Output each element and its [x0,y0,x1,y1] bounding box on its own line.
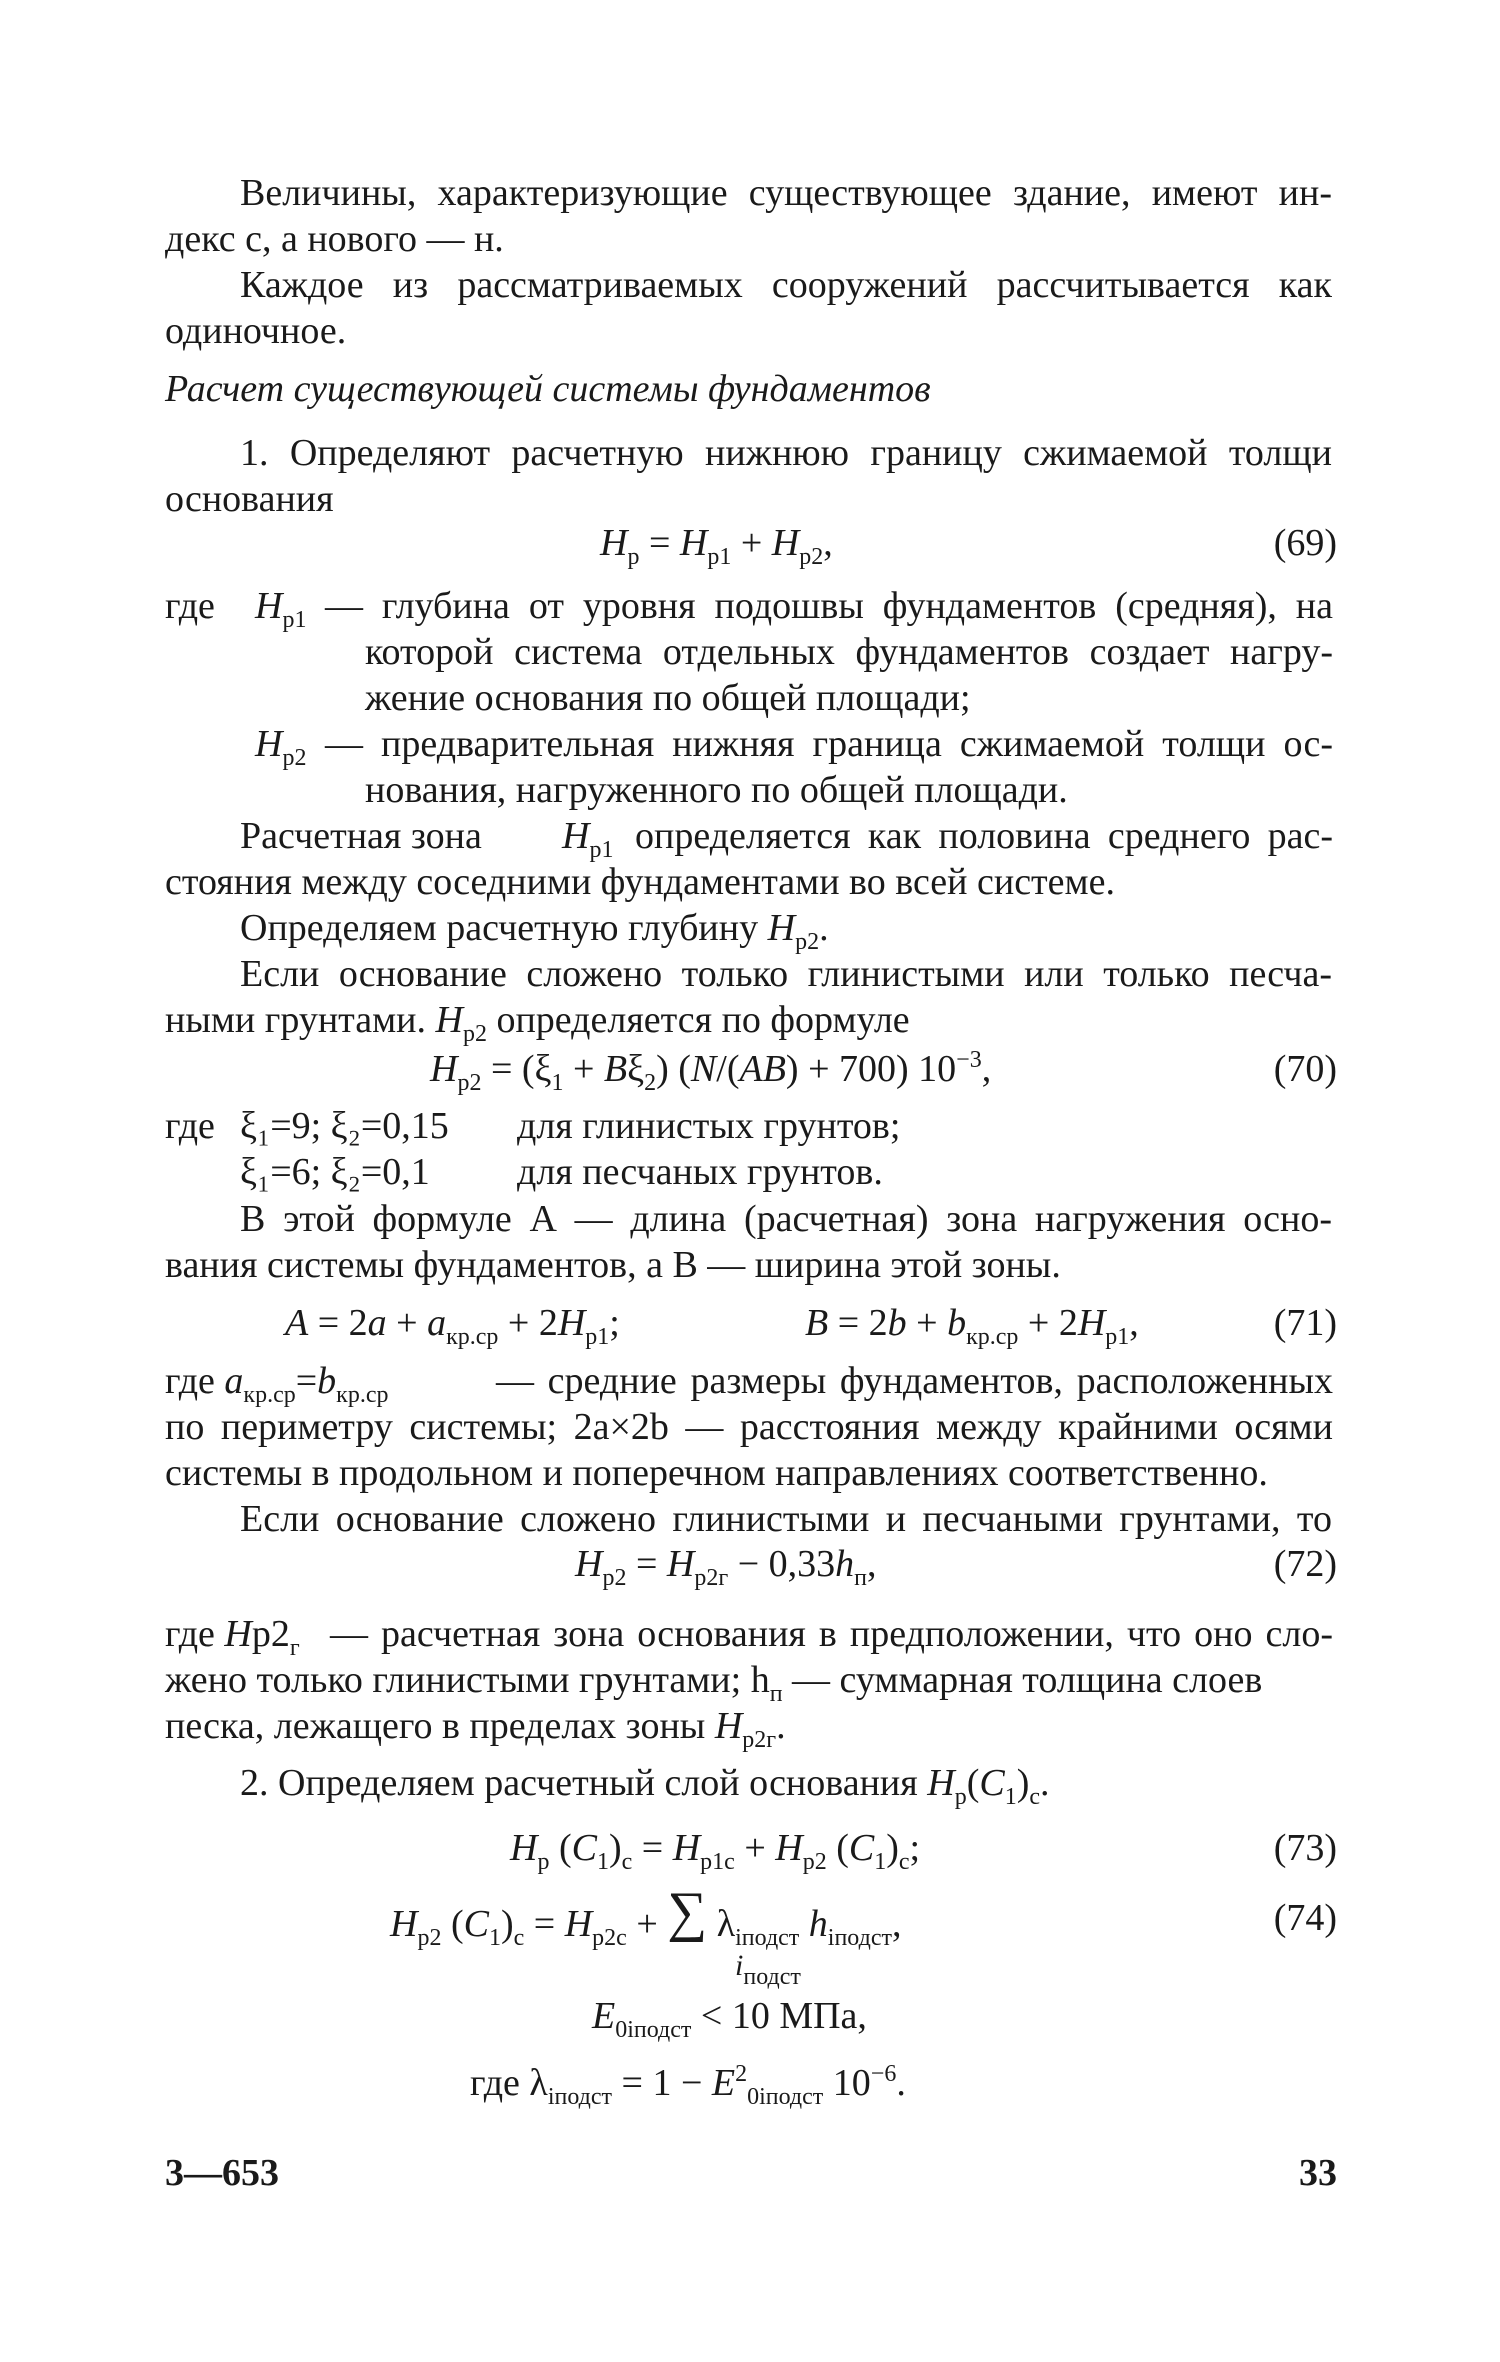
where-word-70: где [165,1105,215,1147]
after71-line-4: Если основание сложено глинистыми и песчаными грунтами, то [240,1498,1332,1540]
equation-number-74: (74) [1273,1897,1337,1939]
formula-72: $H_{p2} = H_{p2г} - 0,33h_п$, [575,1543,877,1591]
where-word: где [165,585,215,627]
where-hp2-line-1: — предварительная нижняя граница сжимаемой толщи ос- [325,723,1333,765]
after72-where: где $Hp2_г$ [165,1613,300,1661]
intro-line-2: декс с, а нового — н. [165,218,504,260]
step1-line-1: 1. Определяют расчетную нижнюю границу сжимаемой толщи [240,432,1332,474]
formula-71-b: $B = 2b + b_{кр.ср} + 2H_{p1}$, [805,1302,1139,1350]
formula-limit: $E_{0iподст} < 10$ МПа, [592,1995,867,2043]
after72-line-3: песка, лежащего в пределах зоны $H_{p2г}$. [165,1705,786,1753]
where-hp1-line-2: которой система отдельных фундаментов создает нагру- [365,631,1333,673]
xi-clay-values: ξ₁=9; ξ₂=0,15 [240,1105,449,1147]
symbol-hp1: $H_{p1}$ [255,585,307,633]
where-hp2-line-2: нования, нагруженного по общей площади. [365,769,1068,811]
zone-line-1a: Расчетная зона [240,815,482,857]
formula-74-sum-index: $i_{подст}$ [735,1949,801,1990]
after71-line-1: — средние размеры фундаментов, расположенных [496,1360,1333,1402]
equation-number-72: (72) [1273,1543,1337,1585]
formula-69: $H_p = H_{p1} + H_{p2}$, [600,522,833,570]
zone-symbol-hp1: $H_{p1}$ [562,815,614,863]
step1-line-2: основания [165,478,334,520]
formula-70: $H_{p2} = (\xi_1 + B\xi_2) (N/(AB) + 700)$ $10^{-3}$, [430,1047,992,1096]
clay-sand-line-1: Если основание сложено только глинистыми или только песча- [240,953,1332,995]
ab-line-1: В этой формуле А — длина (расчетная) зона нагружения осно- [240,1198,1332,1240]
intro-line-3: Каждое из рассматриваемых сооружений рассчитывается как [240,264,1332,306]
zone-line-2: стояния между соседними фундаментами во всей системе. [165,861,1115,903]
zone-line-3: Определяем расчетную глубину $H_{p2}$. [240,907,829,955]
formula-lambda: где $\lambda_{iподст} = 1 - E^2_{0iподст}$ $10^{-6}$. [470,2061,906,2110]
after71-line-3: системы в продольном и поперечном направлениях соответственно. [165,1452,1268,1494]
intro-line-4: одиночное. [165,310,347,352]
equation-number-70: (70) [1273,1048,1337,1090]
xi-clay-text: для глинистых грунтов; [517,1105,901,1147]
formula-71-a: $A = 2a + a_{кр.ср} + 2H_{p1}$; [285,1302,620,1350]
xi-sand-text: для песчаных грунтов. [517,1151,883,1193]
after72-line-2: жено только глинистыми грунтами; $h_п$ — суммарная толщина слоев [165,1659,1263,1707]
where-hp1-line-1: — глубина от уровня подошвы фундаментов (средняя), на [325,585,1333,627]
signature-mark: 3—653 [165,2152,279,2194]
symbol-hp2: $H_{p2}$ [255,723,307,771]
after71-line-2: по периметру системы; 2a×2b — расстояния между крайними осями [165,1406,1333,1448]
formula-73: $H_p$ $(C_1)_c = H_{p1c} + H_{p2}$ $(C_1)_c$; [510,1827,921,1875]
after71-where: где $a_{кр.ср}=b_{кр.ср}$ [165,1360,389,1408]
step2-line: 2. Определяем расчетный слой основания $H_p(C_1)_c$. [240,1762,1050,1810]
section-heading: Расчет существующей системы фундаментов [165,368,931,410]
ab-line-2: вания системы фундаментов, а В — ширина этой зоны. [165,1244,1061,1286]
intro-line-1: Величины, характеризующие существующее здание, имеют ин- [240,172,1332,214]
page-number: 33 [1299,2152,1337,2194]
equation-number-73: (73) [1273,1827,1337,1869]
xi-sand-values: ξ₁=6; ξ₂=0,1 [240,1151,430,1193]
after72-line-1: — расчетная зона основания в предположении, что оно сло- [330,1613,1333,1655]
where-hp1-line-3: жение основания по общей площади; [365,677,971,719]
equation-number-69: (69) [1273,522,1337,564]
clay-sand-line-2: ными грунтами. $H_{p2}$ определяется по формуле [165,999,910,1047]
formula-74: $H_{p2}$ $(C_1)_c = H_{p2c}$ + ∑ $\lambda_{iподст}$ $h_{iподст}$, [390,1881,902,1951]
equation-number-71: (71) [1273,1302,1337,1344]
zone-line-1b: определяется как половина среднего рас- [635,815,1333,857]
